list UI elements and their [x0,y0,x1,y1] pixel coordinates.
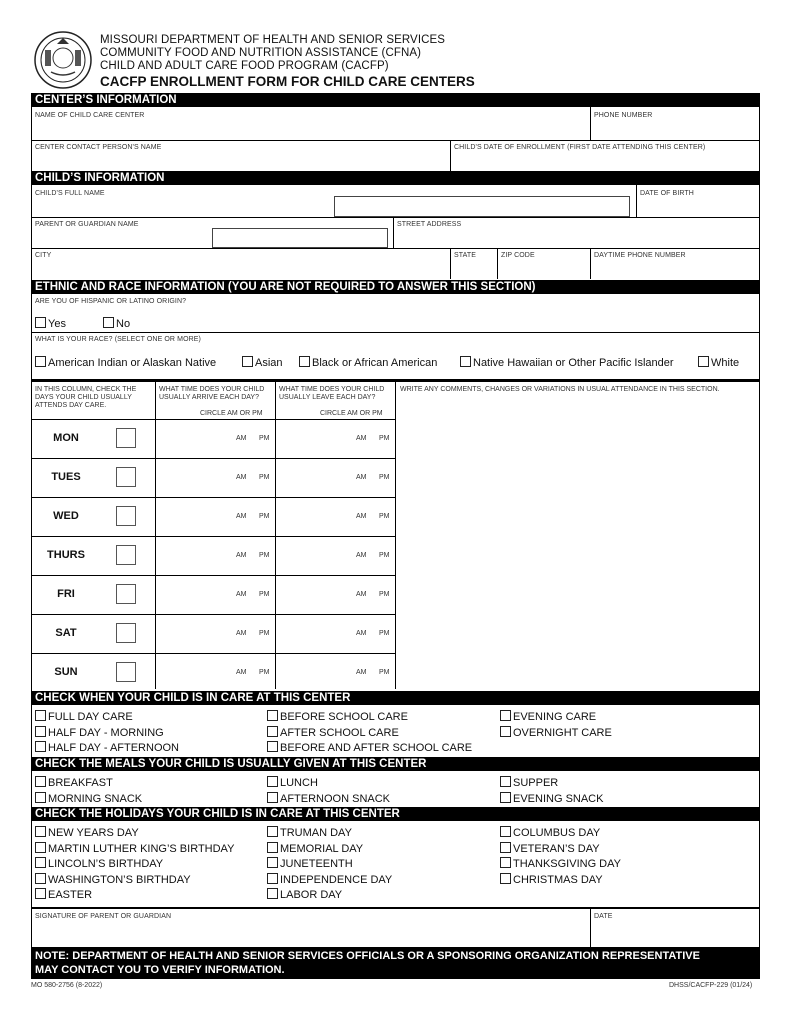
form-title: CACFP ENROLLMENT FORM FOR CHILD CARE CENTERS [100,74,475,89]
checkbox-icon[interactable] [35,857,46,868]
checkbox-icon[interactable] [500,710,511,721]
checkbox-icon[interactable] [500,842,511,853]
dob-label: DATE OF BIRTH [640,190,694,197]
leave-am-mon[interactable]: AM [356,435,367,442]
meal-supper[interactable]: SUPPER [500,776,558,789]
race-option-native-hawaiian[interactable]: Native Hawaiian or Other Pacific Islander [460,356,674,369]
race-option-asian[interactable]: Asian [242,356,283,369]
arrive-am-mon[interactable]: AM [236,435,247,442]
arrive-pm-sat[interactable]: PM [259,630,270,637]
day-label-sat: SAT [55,627,77,639]
leave-time-field-tues[interactable] [280,465,352,489]
holiday-truman[interactable]: TRUMAN DAY [267,826,352,839]
checkbox-icon[interactable] [267,710,278,721]
checkbox-icon[interactable] [35,726,46,737]
leave-pm-wed[interactable]: PM [379,513,390,520]
center-name-field[interactable] [31,120,586,138]
arrive-circle-label: CIRCLE AM OR PM [200,410,263,417]
checkbox-icon[interactable] [35,842,46,853]
checkbox-icon[interactable] [267,873,278,884]
checkbox-icon[interactable] [35,356,46,367]
checkbox-icon[interactable] [242,356,253,367]
checkbox-icon[interactable] [35,776,46,787]
day-checkbox-tues[interactable] [116,467,136,487]
leave-am-sun[interactable]: AM [356,669,367,676]
checkbox-icon[interactable] [500,776,511,787]
section-holidays: CHECK THE HOLIDAYS YOUR CHILD IS IN CARE AT THIS CENTER [31,807,760,821]
day-label-wed: WED [53,510,79,522]
arrive-time-field-fri[interactable] [160,582,232,606]
leave-time-field-wed[interactable] [280,504,352,528]
holiday-washington[interactable]: WASHINGTON’S BIRTHDAY [35,873,191,886]
holiday-independence[interactable]: INDEPENDENCE DAY [267,873,392,886]
leave-column-header: WHAT TIME DOES YOUR CHILD USUALLY LEAVE EACH DAY? [279,386,385,401]
checkbox-icon[interactable] [35,873,46,884]
note-line-1: NOTE: DEPARTMENT OF HEALTH AND SENIOR SERVICES OFFICIALS OR A SPONSORING ORGANIZATION REPRESENTATIVE [35,950,700,962]
leave-am-sat[interactable]: AM [356,630,367,637]
center-contact-field[interactable] [31,152,446,169]
checkbox-icon[interactable] [267,826,278,837]
day-checkbox-sun[interactable] [116,662,136,682]
day-label-sun: SUN [54,666,78,678]
day-checkbox-wed[interactable] [116,506,136,526]
meal-lunch[interactable]: LUNCH [267,776,318,789]
meal-evening-snack[interactable]: EVENING SNACK [500,792,603,805]
leave-pm-fri[interactable]: PM [379,591,390,598]
city-label: CITY [35,252,52,259]
day-label-tues: TUES [51,471,81,483]
leave-pm-thurs[interactable]: PM [379,552,390,559]
missouri-seal-logo [33,30,93,90]
checkbox-icon[interactable] [267,741,278,752]
leave-time-field-sat[interactable] [280,621,352,645]
leave-am-wed[interactable]: AM [356,513,367,520]
checkbox-icon[interactable] [35,826,46,837]
checkbox-icon[interactable] [103,317,114,328]
race-option-black[interactable]: Black or African American [299,356,437,369]
checkbox-icon[interactable] [500,726,511,737]
hispanic-question: ARE YOU OF HISPANIC OR LATINO ORIGIN? [35,298,187,305]
holiday-labor[interactable]: LABOR DAY [267,888,342,901]
day-checkbox-fri[interactable] [116,584,136,604]
parent-name-field[interactable] [212,228,388,248]
child-name-field[interactable] [334,196,630,217]
center-phone-field[interactable] [594,120,756,138]
arrive-am-sun[interactable]: AM [236,669,247,676]
daytime-phone-field[interactable] [594,260,756,277]
holiday-thanksgiving[interactable]: THANKSGIVING DAY [500,857,621,870]
holiday-new-years[interactable]: NEW YEARS DAY [35,826,139,839]
race-option-white[interactable]: White [698,356,739,369]
checkbox-icon[interactable] [267,857,278,868]
holiday-columbus[interactable]: COLUMBUS DAY [500,826,600,839]
date-label: DATE [594,913,613,920]
race-question: WHAT IS YOUR RACE? (SELECT ONE OR MORE) [35,336,201,343]
day-checkbox-thurs[interactable] [116,545,136,565]
center-contact-label: CENTER CONTACT PERSON'S NAME [35,144,162,151]
enrollment-date-field[interactable] [454,152,756,169]
leave-am-tues[interactable]: AM [356,474,367,481]
checkbox-icon[interactable] [500,826,511,837]
care-evening[interactable]: EVENING CARE [500,710,596,723]
hispanic-no-option[interactable]: No [103,317,130,330]
arrive-pm-thurs[interactable]: PM [259,552,270,559]
day-label-mon: MON [53,432,79,444]
checkbox-icon[interactable] [299,356,310,367]
day-label-thurs: THURS [47,549,85,561]
care-overnight[interactable]: OVERNIGHT CARE [500,726,612,739]
checkbox-icon[interactable] [267,726,278,737]
parent-name-label: PARENT OR GUARDIAN NAME [35,221,139,228]
checkbox-icon[interactable] [698,356,709,367]
arrive-pm-mon[interactable]: PM [259,435,270,442]
care-half-morning[interactable]: HALF DAY - MORNING [35,726,164,739]
signature-label: SIGNATURE OF PARENT OR GUARDIAN [35,913,172,920]
dob-field[interactable] [640,198,756,216]
arrive-time-field-thurs[interactable] [160,543,232,567]
days-column-header: IN THIS COLUMN, CHECK THE DAYS YOUR CHILD USUALLY ATTENDS DAY CARE. [35,386,137,409]
section-ethnic-race: ETHNIC AND RACE INFORMATION (YOU ARE NOT REQUIRED TO ANSWER THIS SECTION) [31,280,760,294]
verification-note [31,947,760,979]
checkbox-icon[interactable] [35,710,46,721]
arrive-time-field-tues[interactable] [160,465,232,489]
state-label: STATE [454,252,477,259]
arrive-column-header: WHAT TIME DOES YOUR CHILD USUALLY ARRIVE EACH DAY? [159,386,265,401]
leave-pm-sat[interactable]: PM [379,630,390,637]
day-label-fri: FRI [57,588,75,600]
day-checkbox-mon[interactable] [116,428,136,448]
leave-pm-sun[interactable]: PM [379,669,390,676]
leave-am-thurs[interactable]: AM [356,552,367,559]
arrive-am-tues[interactable]: AM [236,474,247,481]
checkbox-icon[interactable] [267,776,278,787]
meal-breakfast[interactable]: BREAKFAST [35,776,113,789]
holiday-christmas[interactable]: CHRISTMAS DAY [500,873,603,886]
holiday-veterans[interactable]: VETERAN’S DAY [500,842,600,855]
leave-time-field-mon[interactable] [280,426,352,450]
holiday-mlk[interactable]: MARTIN LUTHER KING’S BIRTHDAY [35,842,234,855]
leave-circle-label: CIRCLE AM OR PM [320,410,383,417]
holiday-lincoln[interactable]: LINCOLN’S BIRTHDAY [35,857,163,870]
arrive-pm-wed[interactable]: PM [259,513,270,520]
care-before-after-school[interactable]: BEFORE AND AFTER SCHOOL CARE [267,741,472,754]
header-dept: MISSOURI DEPARTMENT OF HEALTH AND SENIOR SERVICES [100,34,446,46]
section-center-info: CENTER’S INFORMATION [31,93,760,107]
checkbox-icon[interactable] [500,857,511,868]
section-child-info: CHILD’S INFORMATION [31,171,760,185]
day-checkbox-sat[interactable] [116,623,136,643]
leave-pm-mon[interactable]: PM [379,435,390,442]
race-option-american-indian[interactable]: American Indian or Alaskan Native [35,356,216,369]
holiday-easter[interactable]: EASTER [35,888,92,901]
city-field[interactable] [31,260,446,277]
leave-pm-tues[interactable]: PM [379,474,390,481]
arrive-time-field-wed[interactable] [160,504,232,528]
note-line-2: MAY CONTACT YOU TO VERIFY INFORMATION. [35,964,285,976]
leave-time-field-fri[interactable] [280,582,352,606]
footer-dhss-number: DHSS/CACFP-229 (01/24) [669,982,753,989]
footer-form-number: MO 580-2756 (8-2022) [31,982,103,989]
arrive-pm-fri[interactable]: PM [259,591,270,598]
enrollment-date-label: CHILD'S DATE OF ENROLLMENT (FIRST DATE ATTENDING THIS CENTER) [454,144,706,151]
leave-am-fri[interactable]: AM [356,591,367,598]
center-name-label: NAME OF CHILD CARE CENTER [35,112,145,119]
care-full-day[interactable]: FULL DAY CARE [35,710,133,723]
checkbox-icon[interactable] [35,741,46,752]
street-address-label: STREET ADDRESS [397,221,462,228]
header-cacfp: CHILD AND ADULT CARE FOOD PROGRAM (CACFP) [100,60,389,72]
checkbox-icon[interactable] [500,873,511,884]
care-after-school[interactable]: AFTER SCHOOL CARE [267,726,399,739]
arrive-am-wed[interactable]: AM [236,513,247,520]
meal-morning-snack[interactable]: MORNING SNACK [35,792,142,805]
checkbox-icon[interactable] [267,792,278,803]
checkbox-icon[interactable] [35,888,46,899]
child-name-label: CHILD'S FULL NAME [35,190,105,197]
meal-afternoon-snack[interactable]: AFTERNOON SNACK [267,792,390,805]
state-field[interactable] [454,260,494,277]
signature-date-field[interactable] [594,922,756,946]
daytime-phone-label: DAYTIME PHONE NUMBER [594,252,686,259]
street-address-field[interactable] [397,230,756,246]
comments-field[interactable] [400,400,756,688]
holiday-juneteenth[interactable]: JUNETEENTH [267,857,353,870]
leave-time-field-thurs[interactable] [280,543,352,567]
arrive-am-fri[interactable]: AM [236,591,247,598]
arrive-time-field-sun[interactable] [160,660,232,684]
hispanic-yes-option[interactable]: Yes [35,317,66,330]
comments-column-header: WRITE ANY COMMENTS, CHANGES OR VARIATIONS IN USUAL ATTENDANCE IN THIS SECTION. [400,386,720,393]
checkbox-icon[interactable] [35,317,46,328]
care-half-afternoon[interactable]: HALF DAY - AFTERNOON [35,741,179,754]
arrive-pm-tues[interactable]: PM [259,474,270,481]
section-care: CHECK WHEN YOUR CHILD IS IN CARE AT THIS CENTER [31,691,760,705]
arrive-pm-sun[interactable]: PM [259,669,270,676]
checkbox-icon[interactable] [267,842,278,853]
zip-field[interactable] [501,260,587,277]
section-meals: CHECK THE MEALS YOUR CHILD IS USUALLY GIVEN AT THIS CENTER [31,757,760,771]
signature-field[interactable] [31,922,586,946]
center-phone-label: PHONE NUMBER [594,112,653,119]
header-program: COMMUNITY FOOD AND NUTRITION ASSISTANCE (CFNA) [100,47,422,59]
holiday-memorial[interactable]: MEMORIAL DAY [267,842,363,855]
arrive-time-field-sat[interactable] [160,621,232,645]
arrive-am-sat[interactable]: AM [236,630,247,637]
arrive-time-field-mon[interactable] [160,426,232,450]
arrive-am-thurs[interactable]: AM [236,552,247,559]
checkbox-icon[interactable] [267,888,278,899]
checkbox-icon[interactable] [460,356,471,367]
checkbox-icon[interactable] [500,792,511,803]
leave-time-field-sun[interactable] [280,660,352,684]
checkbox-icon[interactable] [35,792,46,803]
zip-label: ZIP CODE [501,252,535,259]
care-before-school[interactable]: BEFORE SCHOOL CARE [267,710,408,723]
